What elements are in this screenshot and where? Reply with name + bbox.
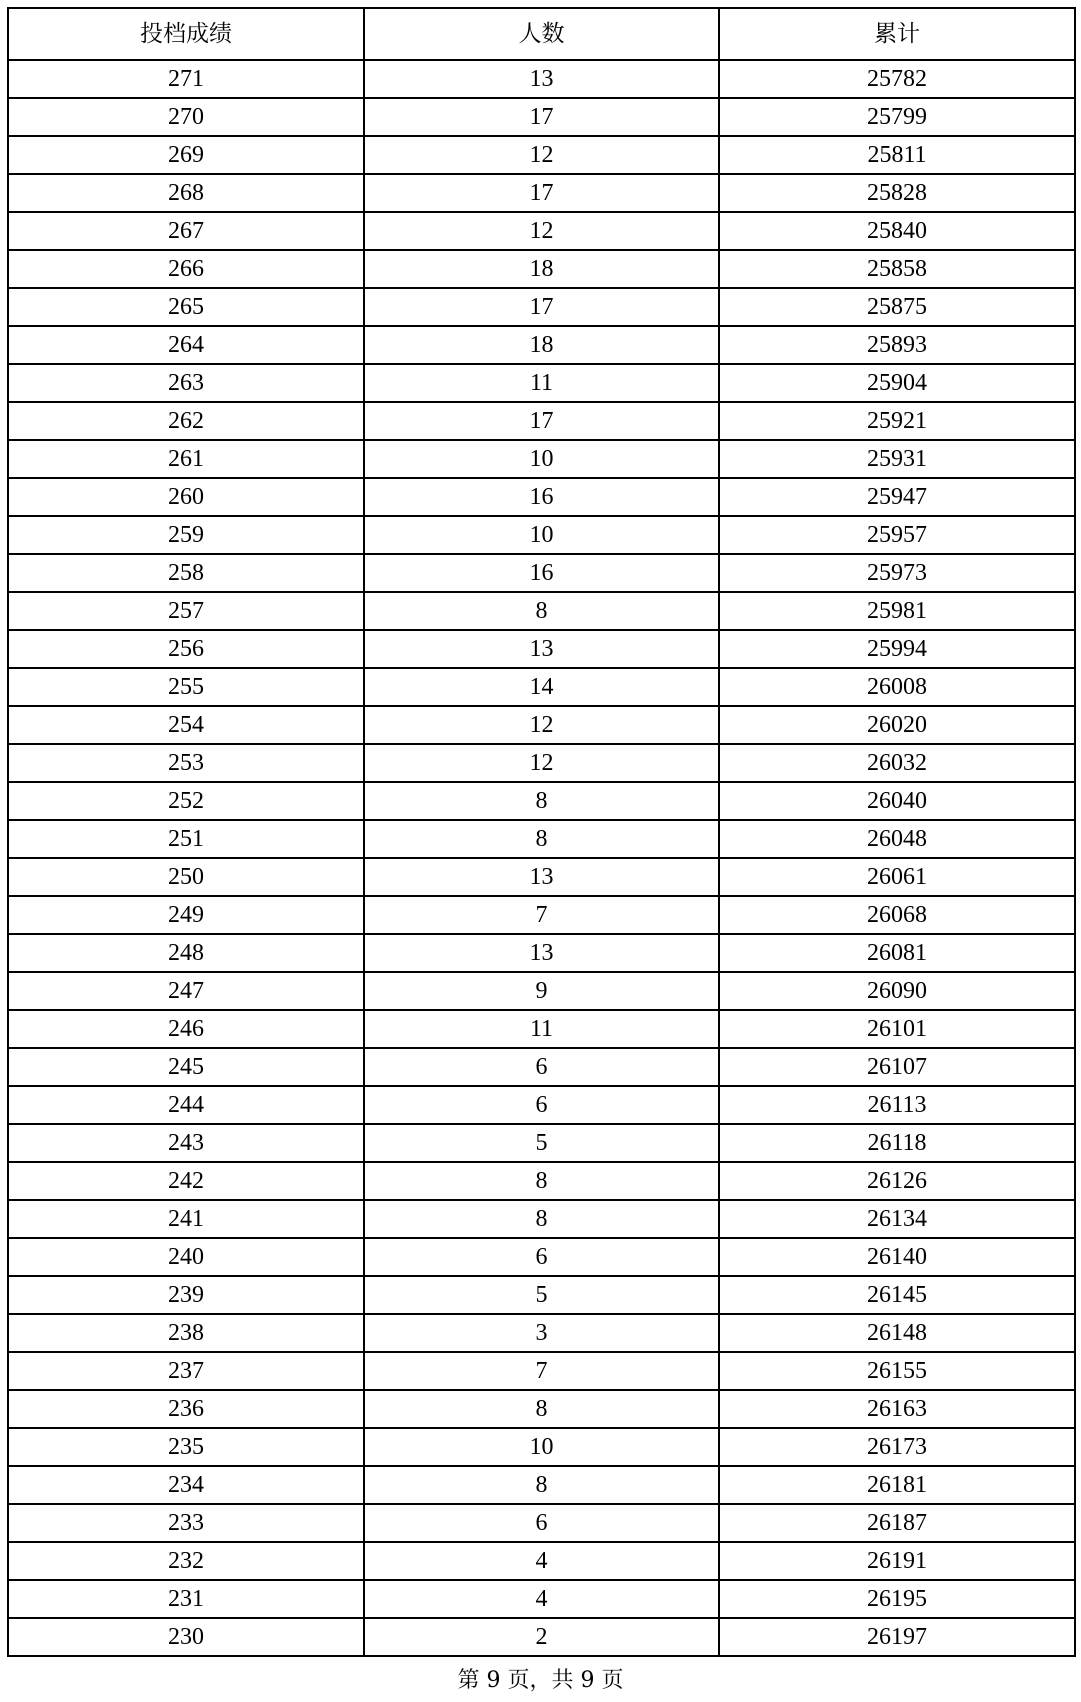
score-cell: 254 [8, 706, 364, 744]
table-row [8, 820, 1075, 858]
score-cell: 248 [8, 934, 364, 972]
count-cell: 5 [364, 1124, 719, 1162]
table-row [8, 478, 1075, 516]
table-row [8, 744, 1075, 782]
score-cell: 238 [8, 1314, 364, 1352]
count-cell: 12 [364, 136, 719, 174]
score-cell: 233 [8, 1504, 364, 1542]
table-row [8, 1390, 1075, 1428]
column-header-cumulative: 累计 [719, 8, 1075, 60]
count-cell: 16 [364, 478, 719, 516]
cumulative-cell: 26155 [719, 1352, 1075, 1390]
table-row [8, 782, 1075, 820]
score-cell: 250 [8, 858, 364, 896]
header-row [8, 8, 1075, 60]
cumulative-cell: 25957 [719, 516, 1075, 554]
score-cell: 237 [8, 1352, 364, 1390]
cumulative-cell: 25799 [719, 98, 1075, 136]
score-cell: 264 [8, 326, 364, 364]
cumulative-cell: 26101 [719, 1010, 1075, 1048]
table-row [8, 630, 1075, 668]
score-cell: 270 [8, 98, 364, 136]
page-number-footer: 第 9 页，共 9 页 [457, 1668, 624, 1693]
count-cell: 6 [364, 1504, 719, 1542]
table-row [8, 1314, 1075, 1352]
table-row [8, 136, 1075, 174]
cumulative-cell: 26048 [719, 820, 1075, 858]
table-row [8, 972, 1075, 1010]
cumulative-cell: 26113 [719, 1086, 1075, 1124]
score-cell: 268 [8, 174, 364, 212]
table-row [8, 1010, 1075, 1048]
cumulative-cell: 26195 [719, 1580, 1075, 1618]
score-cell: 265 [8, 288, 364, 326]
cumulative-cell: 25782 [719, 60, 1075, 98]
count-cell: 8 [364, 782, 719, 820]
table-row [8, 1504, 1075, 1542]
cumulative-cell: 25828 [719, 174, 1075, 212]
score-cell: 234 [8, 1466, 364, 1504]
cumulative-cell: 25811 [719, 136, 1075, 174]
cumulative-cell: 25893 [719, 326, 1075, 364]
score-cell: 256 [8, 630, 364, 668]
table-row [8, 934, 1075, 972]
count-cell: 12 [364, 744, 719, 782]
score-cell: 251 [8, 820, 364, 858]
column-header-score: 投档成绩 [8, 8, 364, 60]
table-row [8, 1542, 1075, 1580]
table-row [8, 1276, 1075, 1314]
score-cell: 259 [8, 516, 364, 554]
cumulative-cell: 26181 [719, 1466, 1075, 1504]
count-cell: 18 [364, 250, 719, 288]
score-cell: 257 [8, 592, 364, 630]
count-cell: 8 [364, 1390, 719, 1428]
table-row [8, 250, 1075, 288]
cumulative-cell: 25840 [719, 212, 1075, 250]
count-cell: 10 [364, 440, 719, 478]
count-cell: 7 [364, 1352, 719, 1390]
table-row [8, 1428, 1075, 1466]
count-cell: 18 [364, 326, 719, 364]
score-cell: 230 [8, 1618, 364, 1656]
score-cell: 260 [8, 478, 364, 516]
cumulative-cell: 26197 [719, 1618, 1075, 1656]
table-row [8, 1466, 1075, 1504]
count-cell: 9 [364, 972, 719, 1010]
count-cell: 10 [364, 1428, 719, 1466]
score-cell: 266 [8, 250, 364, 288]
count-cell: 4 [364, 1580, 719, 1618]
score-cell: 241 [8, 1200, 364, 1238]
cumulative-cell: 26061 [719, 858, 1075, 896]
count-cell: 8 [364, 820, 719, 858]
count-cell: 11 [364, 1010, 719, 1048]
score-distribution-table [7, 7, 1076, 1657]
count-cell: 12 [364, 212, 719, 250]
cumulative-cell: 26134 [719, 1200, 1075, 1238]
count-cell: 13 [364, 858, 719, 896]
table-row [8, 1238, 1075, 1276]
score-cell: 249 [8, 896, 364, 934]
cumulative-cell: 26163 [719, 1390, 1075, 1428]
count-cell: 17 [364, 98, 719, 136]
cumulative-cell: 26187 [719, 1504, 1075, 1542]
table-row [8, 60, 1075, 98]
cumulative-cell: 25875 [719, 288, 1075, 326]
table-row [8, 858, 1075, 896]
table-row [8, 98, 1075, 136]
table-row [8, 1580, 1075, 1618]
table-row [8, 364, 1075, 402]
cumulative-cell: 26107 [719, 1048, 1075, 1086]
score-cell: 262 [8, 402, 364, 440]
score-cell: 236 [8, 1390, 364, 1428]
count-cell: 14 [364, 668, 719, 706]
cumulative-cell: 25904 [719, 364, 1075, 402]
table-header [8, 8, 1075, 60]
cumulative-cell: 26126 [719, 1162, 1075, 1200]
count-cell: 8 [364, 592, 719, 630]
score-cell: 246 [8, 1010, 364, 1048]
score-cell: 247 [8, 972, 364, 1010]
count-cell: 6 [364, 1086, 719, 1124]
score-cell: 240 [8, 1238, 364, 1276]
count-cell: 2 [364, 1618, 719, 1656]
table-row [8, 554, 1075, 592]
cumulative-cell: 25947 [719, 478, 1075, 516]
count-cell: 7 [364, 896, 719, 934]
count-cell: 8 [364, 1200, 719, 1238]
count-cell: 10 [364, 516, 719, 554]
score-cell: 253 [8, 744, 364, 782]
table-row [8, 402, 1075, 440]
count-cell: 8 [364, 1162, 719, 1200]
count-cell: 13 [364, 630, 719, 668]
score-cell: 269 [8, 136, 364, 174]
table-row [8, 1124, 1075, 1162]
cumulative-cell: 26090 [719, 972, 1075, 1010]
column-header-count: 人数 [364, 8, 719, 60]
table-row [8, 212, 1075, 250]
table-row [8, 1618, 1075, 1656]
score-cell: 267 [8, 212, 364, 250]
count-cell: 17 [364, 174, 719, 212]
score-cell: 232 [8, 1542, 364, 1580]
score-cell: 252 [8, 782, 364, 820]
score-cell: 263 [8, 364, 364, 402]
table-body [8, 60, 1075, 1656]
count-cell: 6 [364, 1048, 719, 1086]
count-cell: 17 [364, 288, 719, 326]
score-cell: 245 [8, 1048, 364, 1086]
table-row [8, 1352, 1075, 1390]
count-cell: 5 [364, 1276, 719, 1314]
score-cell: 261 [8, 440, 364, 478]
cumulative-cell: 26118 [719, 1124, 1075, 1162]
cumulative-cell: 26191 [719, 1542, 1075, 1580]
table-row [8, 592, 1075, 630]
score-cell: 243 [8, 1124, 364, 1162]
cumulative-cell: 26145 [719, 1276, 1075, 1314]
score-cell: 242 [8, 1162, 364, 1200]
table-row [8, 326, 1075, 364]
cumulative-cell: 26068 [719, 896, 1075, 934]
count-cell: 13 [364, 934, 719, 972]
score-cell: 255 [8, 668, 364, 706]
score-cell: 271 [8, 60, 364, 98]
score-cell: 244 [8, 1086, 364, 1124]
table-row [8, 1048, 1075, 1086]
table-row [8, 174, 1075, 212]
count-cell: 11 [364, 364, 719, 402]
cumulative-cell: 26081 [719, 934, 1075, 972]
table-row [8, 288, 1075, 326]
cumulative-cell: 26040 [719, 782, 1075, 820]
cumulative-cell: 26173 [719, 1428, 1075, 1466]
cumulative-cell: 26032 [719, 744, 1075, 782]
count-cell: 17 [364, 402, 719, 440]
cumulative-cell: 26008 [719, 668, 1075, 706]
cumulative-cell: 25858 [719, 250, 1075, 288]
table-row [8, 1086, 1075, 1124]
count-cell: 8 [364, 1466, 719, 1504]
score-cell: 231 [8, 1580, 364, 1618]
cumulative-cell: 25931 [719, 440, 1075, 478]
score-cell: 239 [8, 1276, 364, 1314]
count-cell: 3 [364, 1314, 719, 1352]
table-row [8, 706, 1075, 744]
count-cell: 13 [364, 60, 719, 98]
cumulative-cell: 25981 [719, 592, 1075, 630]
cumulative-cell: 25973 [719, 554, 1075, 592]
score-cell: 258 [8, 554, 364, 592]
cumulative-cell: 26148 [719, 1314, 1075, 1352]
table-row [8, 516, 1075, 554]
count-cell: 16 [364, 554, 719, 592]
table-row [8, 440, 1075, 478]
table-row [8, 1200, 1075, 1238]
count-cell: 4 [364, 1542, 719, 1580]
table-row [8, 896, 1075, 934]
cumulative-cell: 26140 [719, 1238, 1075, 1276]
count-cell: 12 [364, 706, 719, 744]
count-cell: 6 [364, 1238, 719, 1276]
cumulative-cell: 26020 [719, 706, 1075, 744]
score-cell: 235 [8, 1428, 364, 1466]
table-row [8, 668, 1075, 706]
cumulative-cell: 25921 [719, 402, 1075, 440]
cumulative-cell: 25994 [719, 630, 1075, 668]
table-row [8, 1162, 1075, 1200]
